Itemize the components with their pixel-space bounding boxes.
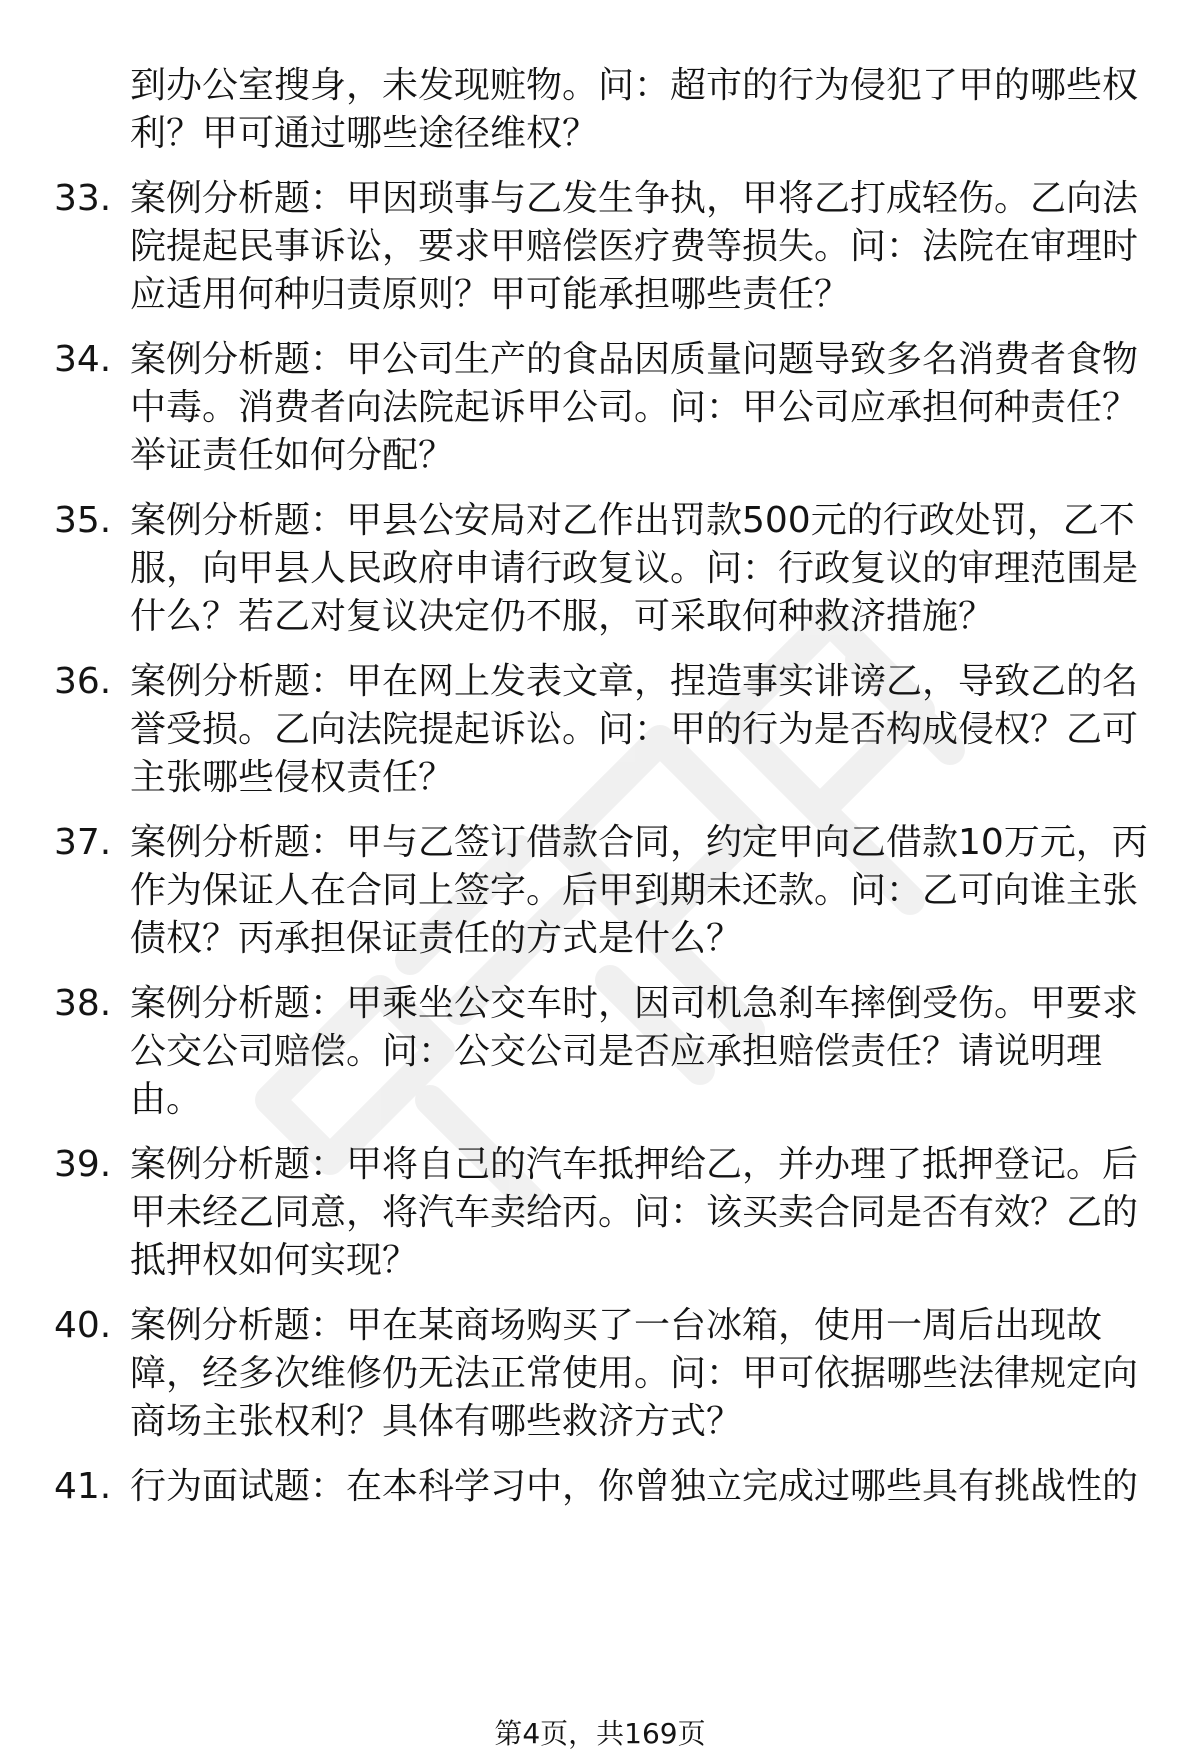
- question-text: [130, 819, 1148, 963]
- text-line: 抵押权如何实现？: [130, 1240, 419, 1281]
- question-number: 35.: [54, 500, 112, 541]
- text-line: 案例分析题：甲公司生产的食品因质量问题导致多名消费者食物: [130, 339, 1139, 380]
- text-line: 案例分析题：甲乘坐公交车时，因司机急刹车摔倒受伤。甲要求: [130, 983, 1139, 1024]
- question-number: 33.: [54, 178, 112, 219]
- question-text: [130, 175, 1140, 319]
- question-text: [130, 1141, 1140, 1285]
- text-line: 公交公司赔偿。问：公交公司是否应承担赔偿责任？请说明理: [130, 1031, 1103, 1072]
- question-text: [130, 1463, 1140, 1511]
- question-number: 40.: [54, 1305, 112, 1346]
- text-line: 应适用何种归责原则？甲可能承担哪些责任？: [130, 274, 851, 315]
- text-line: 障，经多次维修仍无法正常使用。问：甲可依据哪些法律规定向: [130, 1353, 1139, 1394]
- text-line: 债权？丙承担保证责任的方式是什么？: [130, 918, 743, 959]
- page-footer: 第4页，共169页: [494, 1717, 706, 1750]
- text-line: 由。: [130, 1079, 203, 1120]
- text-line: 案例分析题：甲在某商场购买了一台冰箱，使用一周后出现故: [130, 1305, 1103, 1346]
- text-line: 主张哪些侵权责任？: [130, 757, 455, 798]
- question-number: 34.: [54, 339, 112, 380]
- text-line: 案例分析题：甲因琐事与乙发生争执，甲将乙打成轻伤。乙向法: [130, 178, 1139, 219]
- question-text: [130, 497, 1140, 641]
- text-line: 案例分析题：甲将自己的汽车抵押给乙，并办理了抵押登记。后: [130, 1144, 1139, 1185]
- question-number: 36.: [54, 661, 112, 702]
- text-line: 商场主张权利？具体有哪些救济方式？: [130, 1401, 743, 1442]
- text-line: 服，向甲县人民政府申请行政复议。问：行政复议的审理范围是: [130, 548, 1139, 589]
- text-line: 甲未经乙同意，将汽车卖给丙。问：该买卖合同是否有效？乙的: [130, 1192, 1139, 1233]
- question-number: 37.: [54, 822, 112, 863]
- text-line: 中毒。消费者向法院起诉甲公司。问：甲公司应承担何种责任？: [130, 387, 1139, 428]
- question-number: 38.: [54, 983, 112, 1024]
- text-line: 案例分析题：甲在网上发表文章，捏造事实诽谤乙，导致乙的名: [130, 661, 1139, 702]
- text-line: 院提起民事诉讼，要求甲赔偿医疗费等损失。问：法院在审理时: [130, 226, 1139, 267]
- text-line: 行为面试题：在本科学习中，你曾独立完成过哪些具有挑战性的: [130, 1466, 1139, 1507]
- text-line: 案例分析题：甲县公安局对乙作出罚款500元的行政处罚，乙不: [130, 500, 1135, 541]
- text-line: 什么？若乙对复议决定仍不服，可采取何种救济措施？: [130, 596, 995, 637]
- text-line: 誉受损。乙向法院提起诉讼。问：甲的行为是否构成侵权？乙可: [130, 709, 1139, 750]
- question-number: 39.: [54, 1144, 112, 1185]
- question-number: 41.: [54, 1466, 112, 1507]
- question-text: [130, 980, 1140, 1124]
- question-text: [130, 1302, 1140, 1446]
- question-text: [130, 658, 1140, 802]
- question-text: [130, 336, 1140, 480]
- text-line: 利？甲可通过哪些途径维权？: [130, 113, 599, 154]
- text-line: 案例分析题：甲与乙签订借款合同，约定甲向乙借款10万元，丙: [130, 822, 1148, 863]
- text-line: 到办公室搜身，未发现赃物。问：超市的行为侵犯了甲的哪些权: [130, 65, 1139, 106]
- text-line: 举证责任如何分配？: [130, 435, 455, 476]
- continued-question-text: [130, 62, 1140, 158]
- text-line: 作为保证人在合同上签字。后甲到期未还款。问：乙可向谁主张: [130, 870, 1139, 911]
